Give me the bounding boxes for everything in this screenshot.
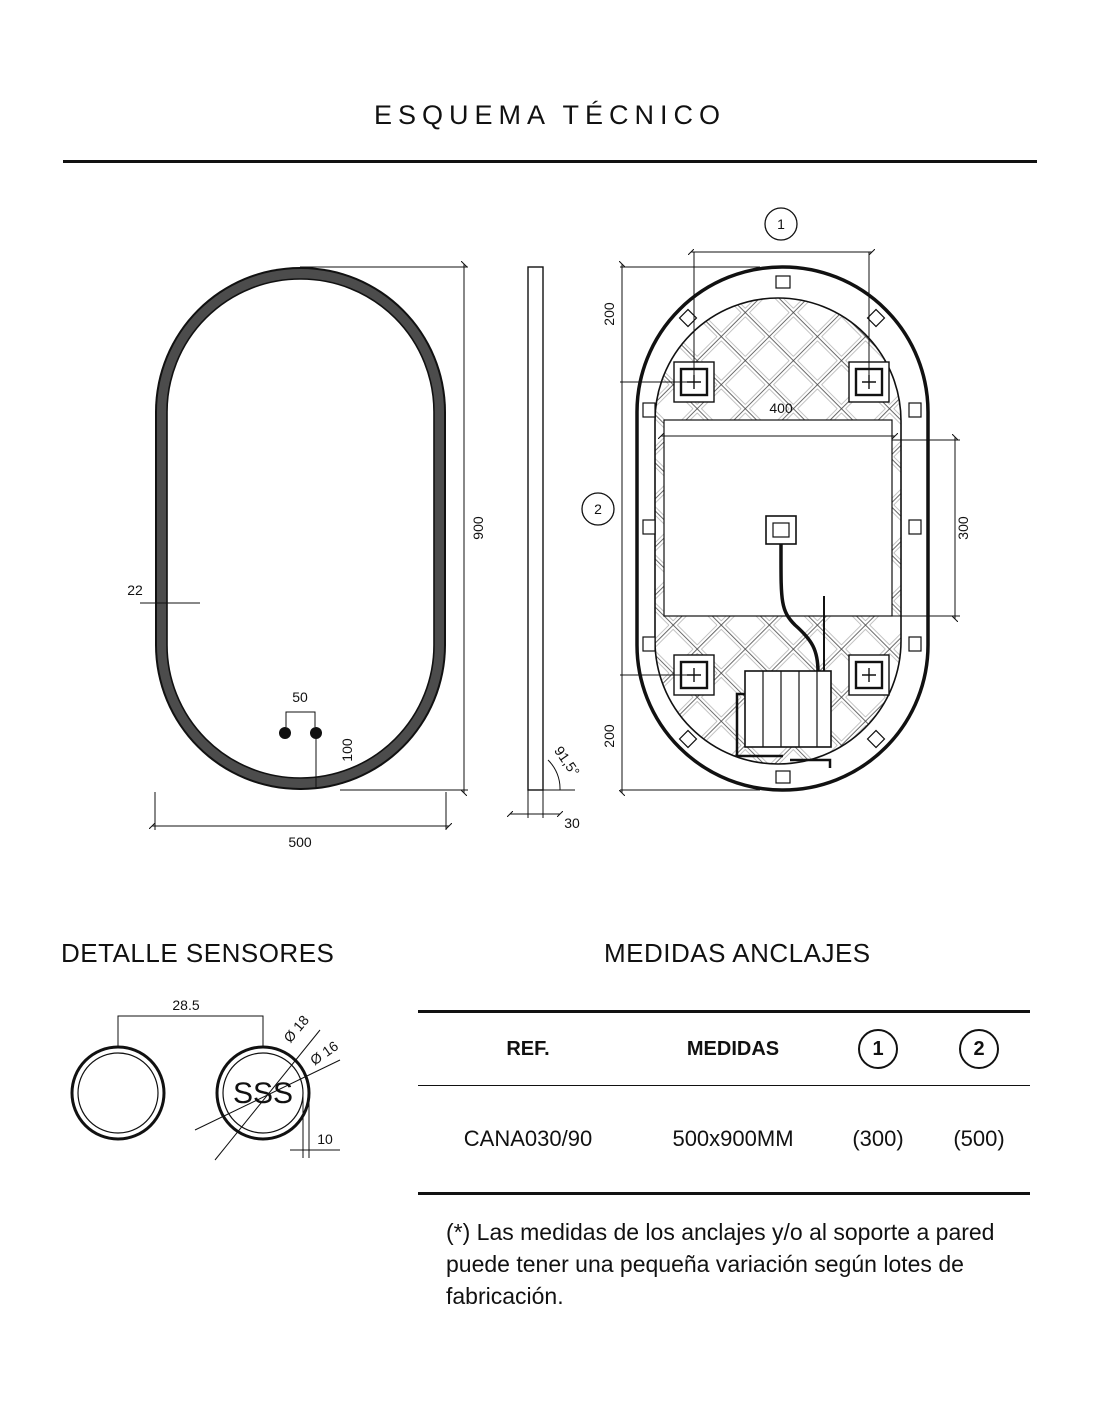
callout-1-label: 1 — [777, 216, 785, 232]
anchor-bottom-dim: 200 — [601, 724, 617, 748]
front-view — [127, 264, 486, 850]
header-col1-badge: 1 — [858, 1029, 898, 1069]
angle-dim: 91,5° — [551, 743, 584, 780]
header-ref: REF. — [418, 1012, 638, 1086]
cell-ref: CANA030/90 — [418, 1086, 638, 1194]
anchors-table — [418, 1010, 1030, 1195]
header-col1 — [828, 1012, 928, 1086]
header-medidas: MEDIDAS — [638, 1012, 828, 1086]
cell-col2: (500) — [928, 1086, 1030, 1194]
sensor-dot-right — [310, 727, 322, 739]
sensor-spacing-dim: 50 — [292, 689, 308, 705]
sensor-ring-left — [72, 1047, 164, 1139]
sensor-dot-left — [279, 727, 291, 739]
box-height-dim: 300 — [955, 516, 971, 540]
sensor-spacing-label: 28.5 — [172, 997, 200, 1013]
header-col2 — [928, 1012, 1030, 1086]
anchor-bottom-right — [849, 655, 889, 695]
anchors-title: MEDIDAS ANCLAJES — [604, 938, 871, 968]
switch-box — [766, 516, 796, 544]
sensor-detail-title: DETALLE SENSORES — [61, 938, 335, 968]
height-dim: 900 — [470, 516, 486, 540]
side-profile — [528, 267, 543, 790]
sensor-height-dim: 100 — [339, 738, 355, 762]
header-col2-badge: 2 — [959, 1029, 999, 1069]
sensor-label: SSS — [232, 1077, 294, 1110]
sensor-depth-label: 10 — [317, 1131, 333, 1147]
inner-diam-label: Ø 16 — [307, 1037, 342, 1069]
depth-dim: 30 — [564, 815, 580, 831]
sensor-detail — [72, 997, 341, 1160]
outer-diam-label: Ø 18 — [280, 1012, 313, 1046]
table-header-row — [418, 1012, 1030, 1086]
width-dim: 500 — [288, 834, 312, 850]
callout-2-label: 2 — [594, 501, 602, 517]
table-row — [418, 1086, 1030, 1194]
side-view — [510, 267, 583, 831]
footnote: (*) Las medidas de los anclajes y/o al soporte a pared puede tener una pequeña variación según lotes de fabricación. — [446, 1219, 995, 1309]
cell-col1: (300) — [828, 1086, 928, 1194]
box-width-dim: 400 — [769, 400, 793, 416]
page-title: ESQUEMA TÉCNICO — [373, 100, 727, 130]
cell-medidas: 500x900MM — [638, 1086, 828, 1194]
anchor-top-dim: 200 — [601, 302, 617, 326]
frame-thickness-dim: 22 — [127, 582, 143, 598]
back-view — [582, 208, 971, 793]
